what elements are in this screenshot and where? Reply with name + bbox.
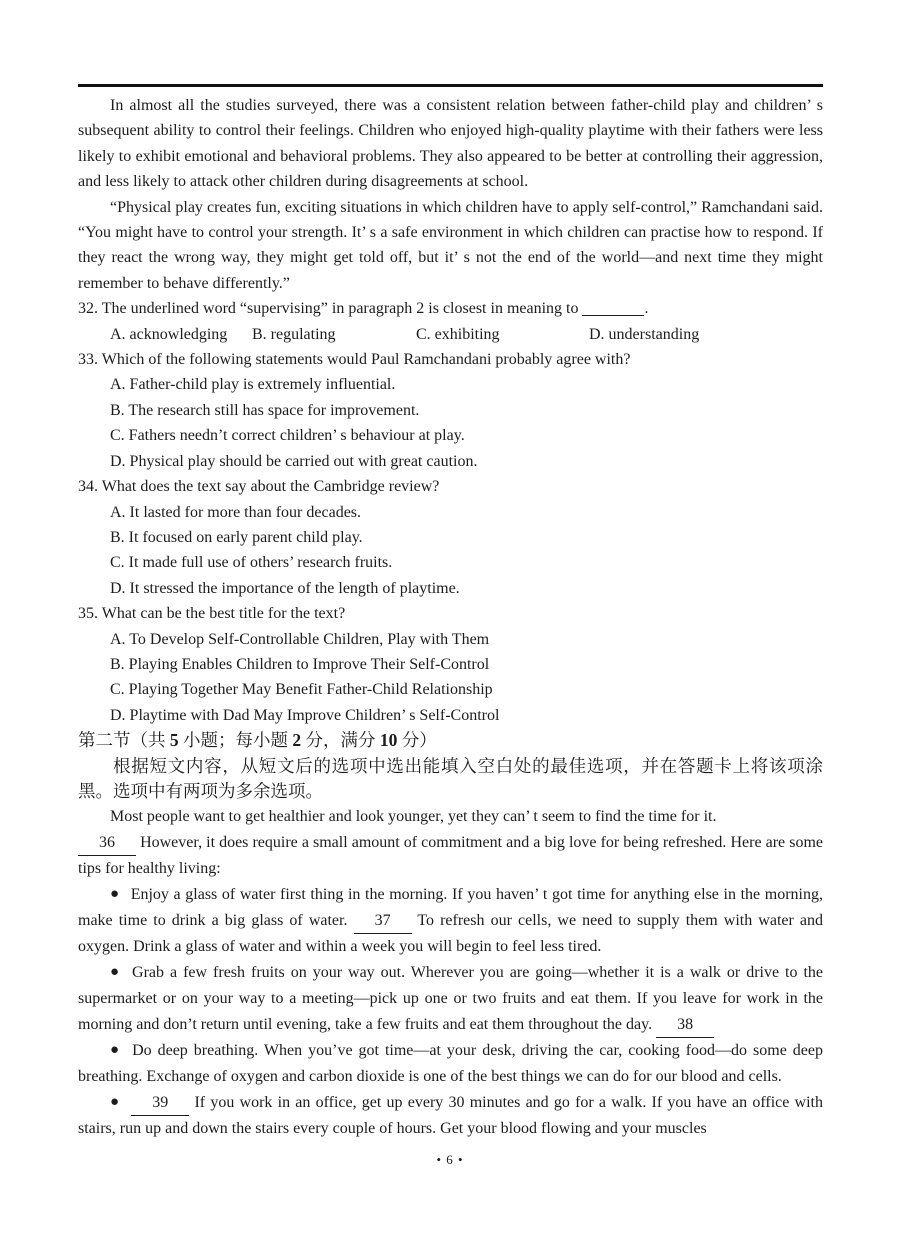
- answer-blank-39: 39: [131, 1090, 189, 1116]
- question-34-option-a: A. It lasted for more than four decades.: [110, 503, 362, 521]
- question-32: 32. The underlined word “supervising” in paragraph 2 is closest in meaning to .: [78, 300, 649, 318]
- question-32-options-a: A. acknowledging: [110, 325, 228, 343]
- reading-paragraph-1: In almost all the studies surveyed, there was a consistent relation between father-child play and children’ s subsequent ability to control their feelings. Children who enjoyed high-quality playtime with their fathers were less likely to exhibit emotional and behavioral problems. They also appeared to be better at controlling their aggression, and less likely to attack other children during disagreements at school.: [78, 97, 823, 191]
- cloze-bullet-walk: ● 39 If you work in an office, get up every 30 minutes and go for a walk. If you have an office with stairs, run up and down the stairs every couple of hours. Get your blood flowing and your muscles: [78, 1090, 823, 1142]
- header-rule: [78, 84, 823, 87]
- answer-blank-38: 38: [656, 1012, 714, 1038]
- question-33-option-c: C. Fathers needn’t correct children’ s behaviour at play.: [110, 427, 465, 445]
- bullet-icon: ●: [110, 1042, 122, 1059]
- cloze-bullet-breathing: ● Do deep breathing. When you’ve got time—at your desk, driving the car, cooking food—do some deep breathing. Exchange of oxygen and carbon dioxide is one of the best things we can do for our blood and cells.: [78, 1042, 824, 1086]
- question-32-options-b: B. regulating: [252, 325, 336, 343]
- question-34-option-d: D. It stressed the importance of the length of playtime.: [110, 579, 460, 597]
- cloze-bullet-fruits: ● Grab a few fresh fruits on your way out. Wherever you are going—whether it is a walk or drive to the supermarket or on your way to a meeting—pick up one or two fruits and eat them. If you leave for work in the morning and don’t return until evening, take a few fruits and eat them throughout the day. 38: [78, 960, 823, 1038]
- section-2-header: 第二节（共 5 小题；每小题 2 分，满分 10 分）: [78, 730, 437, 751]
- question-35: 35. What can be the best title for the text?: [78, 605, 346, 623]
- question-35-option-c: C. Playing Together May Benefit Father-Child Relationship: [110, 681, 493, 699]
- question-35-option-d: D. Playtime with Dad May Improve Children’ s Self-Control: [110, 706, 500, 724]
- bullet-icon: ●: [110, 963, 122, 980]
- question-32-options-c: C. exhibiting: [416, 325, 500, 343]
- question-34-option-c: C. It made full use of others’ research fruits.: [110, 554, 393, 572]
- cloze-bullet-water: ● Enjoy a glass of water first thing in the morning. If you haven’ t got time for anything else in the morning, make time to drink a big glass of water. 37 To refresh our cells, we need to supply them with water and oxygen. Drink a glass of water and within a week you will begin to feel less tired.: [78, 885, 824, 956]
- question-35-option-b: B. Playing Enables Children to Improve Their Self-Control: [110, 655, 490, 673]
- question-33-option-a: A. Father-child play is extremely influential.: [110, 376, 396, 394]
- section-2-instructions: 根据短文内容，从短文后的选项中选出能填入空白处的最佳选项，并在答题卡上将该项涂黑。选项中有两项为多余选项。: [78, 755, 823, 801]
- question-35-option-a: A. To Develop Self-Controllable Children, Play with Them: [110, 630, 490, 648]
- answer-blank: [582, 301, 644, 316]
- page-number: • 6 •: [436, 1152, 464, 1167]
- answer-blank-37: 37: [354, 908, 412, 934]
- bullet-icon: ●: [110, 885, 120, 902]
- answer-blank-36: 36: [78, 830, 136, 856]
- question-34: 34. What does the text say about the Cambridge review?: [78, 478, 440, 496]
- document-body: [78, 93, 823, 1142]
- question-33-option-d: D. Physical play should be carried out with great caution.: [110, 452, 478, 470]
- cloze-paragraph-intro: Most people want to get healthier and look younger, yet they can’ t seem to find the time for it.: [110, 808, 717, 826]
- question-33: 33. Which of the following statements would Paul Ramchandani probably agree with?: [78, 351, 631, 369]
- cloze-paragraph-36: 36 However, it does require a small amount of commitment and a big love for being refreshed. Here are some tips for healthy living:: [78, 830, 823, 882]
- question-32-options-d: D. understanding: [589, 325, 700, 343]
- reading-paragraph-2: “Physical play creates fun, exciting situations in which children have to apply self-control,” Ramchandani said. “You might have to control your strength. It’ s a safe environment in which children can practise how to respond. If they react the wrong way, they might get told off, but it’ s not the end of the world—and next time they might remember to behave differently.”: [78, 198, 823, 292]
- question-33-option-b: B. The research still has space for improvement.: [110, 401, 420, 419]
- question-32-options: [78, 322, 823, 347]
- bullet-icon: ●: [110, 1093, 121, 1110]
- question-34-option-b: B. It focused on early parent child play.: [110, 528, 363, 546]
